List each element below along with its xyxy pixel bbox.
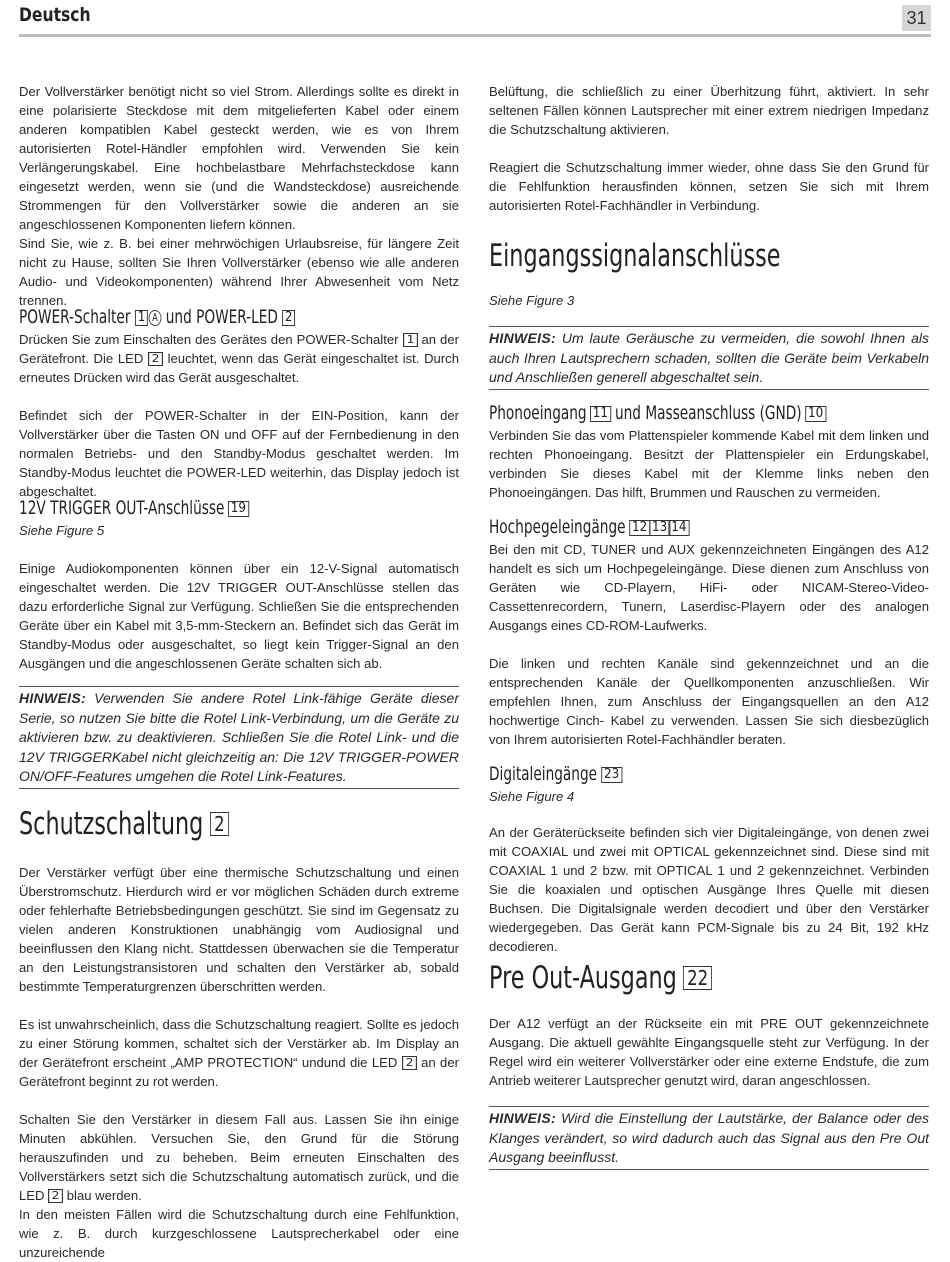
paragraph: Der Verstärker verfügt über eine thermische Schutzschaltung und einen Überstromschutz. Hierdurch wird er vor möglichen Schäden durch extreme oder fehlerhafte Betriebsbedingungen geschützt. Sie sind im Gegensatz zu vielen anderen Konstruktionen unabhängig vom Audiosignal und beeinflussen den Klang nicht. Stattdessen überwachen sie die Temperatur an den Leistungstransistoren und schalten den Verstärker ab, sobald bestimmte Temperaturgrenzen überschritten werden. xyxy=(19,865,459,994)
section-phono xyxy=(489,400,929,521)
paragraph: Sind Sie, wie z. B. bei einer mehrwöchigen Urlaubsreise, für längere Zeit nicht zu Hause, sollten Sie Ihren Vollverstärker (ebenso wie alle anderen Audio- und Videokomponenten) während Ihrer Abwesenheit vom Netz trennen. xyxy=(19,236,459,308)
section-digital xyxy=(489,761,929,806)
paragraph: In den meisten Fällen wird die Schutzschaltung durch eine Fehlfunktion, wie z. B. durch kurzgeschlossene Lautsprecherkabel oder eine unzureichende xyxy=(19,1207,459,1260)
section-heading: Hochpegeleingänge 12 13 14 xyxy=(489,514,841,540)
section-heading: POWER-Schalter 1 A und POWER-LED 2 xyxy=(19,304,371,330)
paragraph: Die linken und rechten Kanäle sind gekennzeichnet und an die entsprechenden Kanäle der Quellkomponenten anzuschließen. Wir empfehlen Ihnen, zum Anschluss der Eingangsquellen an den A12 hochwertige Cinch- Kabel zu verwenden. Lassen Sie sich diesbezüglich von Ihrem autorisierten Rotel-Fachhändler beraten. xyxy=(489,656,929,747)
section-preout xyxy=(489,958,929,998)
section-title: Pre Out-Ausgang 22 xyxy=(489,958,806,998)
figure-reference: Siehe Figure 5 xyxy=(19,523,105,538)
paragraph: Verbinden Sie das vom Plattenspieler kommende Kabel mit dem linken und rechten Phonoeingang. Besitzt der Plattenspieler ein Erdungskabel, verbinden Sie dieses Kabel mit der Klemme links neben den Phonoeingängen. Das hilft, Brummen und Rauschen zu vermeiden. xyxy=(489,428,929,500)
note-box xyxy=(489,326,929,390)
reference-box: 2 xyxy=(48,1189,63,1203)
reference-box: 12 xyxy=(629,520,650,536)
reference-box: 14 xyxy=(669,520,690,536)
section-trigger xyxy=(19,495,459,692)
note-text: Um laute Geräusche zu vermeiden, die sowohl Ihnen als auch Ihren Lautsprechern schaden, sollten die Geräte beim Verkabeln und Anschließen generell abgeschaltet sein. xyxy=(489,330,930,385)
section-title: Schutzschaltung 2 xyxy=(19,804,336,844)
section-protection xyxy=(19,804,459,844)
note-box xyxy=(19,686,459,789)
reference-box: 13 xyxy=(649,520,670,536)
paragraph: Drücken Sie zum Einschalten des Gerätes den POWER-Schalter 1 an der Gerätefront. Die LED 2 leuchtet, wenn das Gerät eingeschaltet ist. Durch erneutes Drücken wird das Gerät ausgeschaltet. xyxy=(19,332,460,385)
reference-box: 19 xyxy=(228,501,249,517)
paragraph: Es ist unwahrscheinlich, dass die Schutzschaltung reagiert. Sollte es jedoch zu einer Störung kommen, schaltet sich der Verstärker ab. Im Display an der Gerätefront erscheint „AMP PROTECTION“ undund die LED 2 an der Gerätefront beginnt zu rot werden. xyxy=(19,1017,459,1089)
note-label: HINWEIS: xyxy=(19,690,86,706)
reference-box: 1 xyxy=(135,310,148,326)
paragraph: Belüftung, die schließlich zu einer Überhitzung führt, aktiviert. In sehr seltenen Fällen können Lautsprecher mit einer extrem niedrigen Impedanz die Schutzschaltung aktivieren. xyxy=(489,84,929,137)
note-box xyxy=(489,1106,929,1170)
page-number: 31 xyxy=(902,5,931,31)
section-power xyxy=(19,304,459,520)
note-text: Verwenden Sie andere Rotel Link-fähige Geräte dieser Serie, so nutzen Sie bitte die Rotel Link-Verbindung, um die Geräte zu aktivieren bzw. zu deaktivieren. Schließen Sie die Rotel Link- und die 12V TRIGGERKabel nicht gleichzeitig an: Die 12V TRIGGER-POWER ON/OFF-Features umgehen die Rotel Link-Features. xyxy=(19,690,460,784)
section-inputs xyxy=(489,236,929,276)
section-title: Eingangssignalanschlüsse xyxy=(489,238,781,274)
paragraph: Befindet sich der POWER-Schalter in der EIN-Position, kann der Vollverstärker über die Tasten ON und OFF auf der Fernbedienung in den normalen Betriebs- und den Standby-Modus geschaltet werden. Im Standby-Modus leuchtet die POWER-LED weiterhin, das Display jedoch ist abgeschaltet. xyxy=(19,408,459,499)
section-heading: 12V TRIGGER OUT-Anschlüsse 19 xyxy=(19,495,371,521)
paragraph: Schalten Sie den Verstärker in diesem Fall aus. Lassen Sie ihn einige Minuten abkühlen. Versuchen Sie, den Grund für die Störung herauszufinden und zu beheben. Beim erneuten Einschalten des Vollverstärkers setzt sich die Schutzschaltung automatisch zurück, und die LED 2 blau werden. xyxy=(19,1112,459,1203)
reference-box: 1 xyxy=(403,333,418,347)
paragraph: Einige Audiokomponenten können über ein 12-V-Signal automatisch eingeschaltet werden. Die 12V TRIGGER OUT-Anschlüsse stellen das dazu erforderliche Signal zur Verfügung. Schließen Sie die entsprechenden Geräte über ein Kabel mit 3,5-mm-Steckern an. Befindet sich das Gerät im Standby-Modus oder ausgeschaltet, so liegt kein Trigger-Signal an den Ausgängen und die angeschlossenen Geräte schalten sich ab. xyxy=(19,561,459,671)
note-label: HINWEIS: xyxy=(489,1110,556,1126)
language-label: Deutsch xyxy=(19,4,91,26)
paragraph: Bei den mit CD, TUNER und AUX gekennzeichneten Eingängen des A12 handelt es sich um Hochpegeleingänge. Diese dienen zum Anschluss von Geräten wie CD-Playern, HiFi- oder NICAM-Stereo-Video- Cassettenrecordern, Tunern, Laserdisc-Playern oder des analogen Ausgangs eines CD-ROM-Laufwerks. xyxy=(489,542,929,633)
section-hochpegel xyxy=(489,514,929,768)
page-header xyxy=(19,0,931,37)
section-heading: Digitaleingänge 23 xyxy=(489,761,841,787)
reference-box: 2 xyxy=(282,310,295,326)
reference-box: 23 xyxy=(601,767,622,783)
paragraph: Reagiert die Schutzschaltung immer wieder, ohne dass Sie den Grund für die Fehlfunktion herausfinden können, setzen Sie sich mit Ihrem autorisierten Rotel-Fachhändler in Verbindung. xyxy=(489,160,929,213)
paragraph: Der A12 verfügt an der Rückseite ein mit PRE OUT gekennzeichnete Ausgang. Die aktuell gewählte Eingangsquelle steht zur Verfügung. In der Regel wird ein weiterer Vollverstärker oder eine externe Endstufe, die zum Antrieb weiterer Lautsprecher genutzt wird, daran angeschlossen. xyxy=(489,1016,929,1088)
reference-box: 10 xyxy=(805,406,826,422)
reference-circle: A xyxy=(149,310,162,326)
reference-box: 22 xyxy=(683,966,712,990)
note-text: Wird die Einstellung der Lautstärke, der Balance oder des Klanges verändert, so wird dadurch auch das Signal aus den Pre Out Ausgang beeinflusst. xyxy=(489,1110,930,1165)
paragraph: An der Geräterückseite befinden sich vier Digitaleingänge, von denen zwei mit COAXIAL und zwei mit OPTICAL gekennzeichnet sind. Diese sind mit COAXIAL 1 und 2 bzw. mit OPTICAL 1 und 2 gekennzeichnet. Verbinden Sie die koaxialen und optischen Ausgänge Ihres Quelle mit diesen Buchsen. Die Digitalsignale werden decodiert und über den Verstärker wiedergegeben. Das Gerät kann PCM-Signale bis zu 24 Bit, 192 kHz decodieren. xyxy=(489,825,929,954)
figure-reference: Siehe Figure 4 xyxy=(489,789,575,804)
section-heading: Phonoeingang 11 und Masseanschluss (GND) 10 xyxy=(489,400,841,426)
reference-box: 11 xyxy=(590,406,611,422)
note-label: HINWEIS: xyxy=(489,330,556,346)
reference-box: 2 xyxy=(402,1056,417,1070)
reference-box: 2 xyxy=(148,352,163,366)
paragraph: Der Vollverstärker benötigt nicht so viel Strom. Allerdings sollte es direkt in eine polarisierte Steckdose mit dem mitgelieferten Kabel oder einem anderen kompatiblen Kabel gesteckt werden, wie es von Ihrem autorisierten Rotel-Händler empfohlen wird. Verwenden Sie kein Verlängerungskabel. Eine hochbelastbare Mehrfachsteckdose kann eingesetzt werden, wenn sie (und die Wandsteckdose) ausreichende Strommengen für den Vollverstärker sowie die anderen an sie angeschlossenen Komponenten liefern können. xyxy=(19,84,459,232)
reference-box: 2 xyxy=(210,812,229,836)
figure-reference: Siehe Figure 3 xyxy=(489,293,575,308)
